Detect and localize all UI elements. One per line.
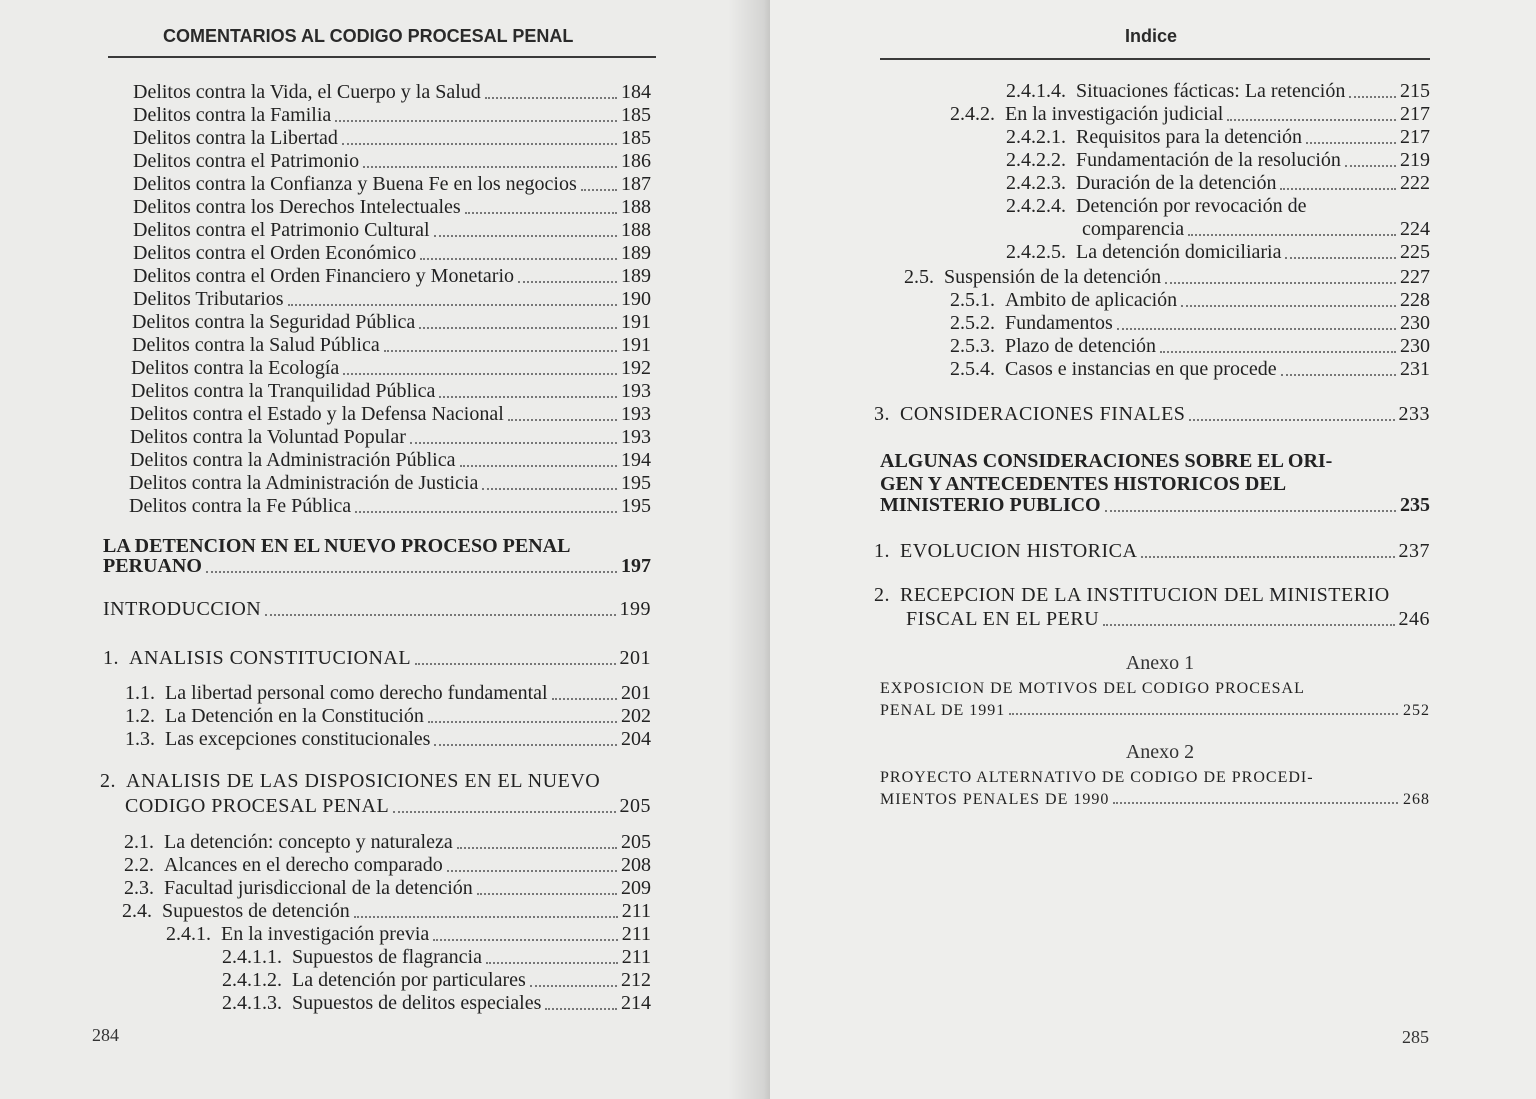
- leader-dots: [1103, 624, 1394, 626]
- leader-dots: [552, 698, 617, 700]
- leader-dots: [1181, 305, 1396, 307]
- leader-dots: [342, 143, 617, 145]
- toc-page: 235: [1400, 494, 1430, 516]
- toc-number: 2.: [874, 584, 890, 606]
- toc-number: 2.4.2.3.: [1006, 172, 1066, 194]
- leader-dots: [433, 939, 617, 941]
- toc-page: 184: [621, 81, 651, 103]
- toc-label: Delitos contra la Libertad: [133, 127, 338, 149]
- toc-page: 208: [621, 854, 651, 876]
- chapter-row: [880, 493, 1430, 517]
- toc-page: 185: [621, 127, 651, 149]
- toc-row: [133, 80, 651, 104]
- toc-page: 189: [621, 242, 651, 264]
- toc-number: 2.4.1.: [166, 923, 211, 945]
- toc-label: Requisitos para la detención: [1076, 126, 1303, 148]
- leader-dots: [428, 721, 617, 723]
- toc-label: Delitos contra el Patrimonio: [133, 150, 360, 172]
- leader-dots: [1227, 119, 1396, 121]
- toc-number: 2.4.1.2.: [222, 969, 282, 991]
- toc-row: [124, 830, 651, 854]
- leader-dots: [384, 350, 617, 352]
- toc-row: [1006, 171, 1430, 195]
- toc-page: 193: [621, 380, 651, 402]
- toc-number: 2.3.: [124, 877, 154, 899]
- toc-row: [125, 704, 651, 728]
- toc-label: Detención por revocación de: [1076, 195, 1307, 217]
- toc-page: 214: [621, 992, 651, 1014]
- toc-number: 2.4.1.1.: [222, 946, 282, 968]
- leader-dots: [1280, 188, 1396, 190]
- leader-dots: [363, 166, 617, 168]
- running-head-right: Indice: [1125, 26, 1178, 46]
- toc-row: [222, 945, 651, 969]
- leader-dots: [265, 614, 615, 616]
- toc-number: 2.4.1.3.: [222, 992, 282, 1014]
- page-number-right: 285: [1402, 1027, 1429, 1047]
- toc-row: [1006, 79, 1430, 103]
- toc-label: Facultad jurisdiccional de la detención: [164, 877, 473, 899]
- toc-row: [904, 265, 1430, 289]
- toc-page: 188: [621, 196, 651, 218]
- toc-page: 230: [1400, 335, 1430, 357]
- leader-dots: [1105, 510, 1396, 512]
- toc-page: 222: [1400, 172, 1430, 194]
- toc-label: Delitos contra la Administración de Justicia: [129, 472, 479, 494]
- section-row: [874, 402, 1430, 426]
- leader-dots: [1349, 96, 1396, 98]
- toc-row: [222, 991, 651, 1015]
- toc-page: 190: [621, 288, 651, 310]
- leader-dots: [447, 870, 617, 872]
- chapter-title-line: LA DETENCION EN EL NUEVO PROCESO PENAL: [103, 535, 571, 557]
- toc-page: 191: [621, 311, 651, 333]
- toc-label: EVOLUCION HISTORICA: [900, 540, 1138, 562]
- toc-label: Delitos contra la Tranquilidad Pública: [131, 380, 436, 402]
- leader-dots: [1281, 374, 1396, 376]
- leader-dots: [434, 235, 617, 237]
- toc-label: Delitos contra la Salud Pública: [132, 334, 380, 356]
- toc-row: [130, 402, 651, 426]
- toc-row: [129, 494, 651, 518]
- leader-dots: [465, 212, 617, 214]
- toc-label: MIENTOS PENALES DE 1990: [880, 791, 1110, 808]
- toc-label: Ambito de aplicación: [1005, 289, 1178, 311]
- toc-row: [880, 696, 1430, 720]
- toc-page: 201: [619, 647, 651, 669]
- toc-page: 186: [621, 150, 651, 172]
- toc-page: 191: [621, 334, 651, 356]
- toc-page: 194: [621, 449, 651, 471]
- chapter-row: [103, 554, 651, 578]
- toc-label: Alcances en el derecho comparado: [164, 854, 443, 876]
- toc-row: [133, 218, 651, 242]
- toc-page: 188: [621, 219, 651, 241]
- page-number-left: 284: [92, 1025, 119, 1045]
- toc-row: [131, 356, 651, 380]
- toc-page: 212: [621, 969, 651, 991]
- toc-number: 2.4.2.5.: [1006, 241, 1066, 263]
- leader-dots: [288, 304, 617, 306]
- toc-row: [1006, 148, 1430, 172]
- leader-dots: [439, 396, 617, 398]
- toc-row: [166, 922, 651, 946]
- toc-row: [880, 763, 1430, 787]
- toc-page: 219: [1400, 149, 1430, 171]
- toc-label: Supuestos de flagrancia: [292, 946, 482, 968]
- toc-label: Delitos contra la Administración Pública: [130, 449, 456, 471]
- toc-row: [1006, 240, 1430, 264]
- leader-dots: [518, 281, 617, 283]
- toc-row: [132, 310, 651, 334]
- toc-row: [133, 264, 651, 288]
- toc-page: 195: [621, 495, 651, 517]
- toc-row: [130, 448, 651, 472]
- chapter-title-line: PERUANO: [103, 555, 202, 577]
- toc-label: FISCAL EN EL PERU: [906, 608, 1100, 630]
- toc-number: 2.5.4.: [950, 358, 995, 380]
- toc-label: Las excepciones constitucionales: [165, 728, 431, 750]
- toc-row: [131, 379, 651, 403]
- toc-label: Plazo de detención: [1005, 335, 1157, 357]
- leader-dots: [206, 571, 617, 573]
- toc-number: 2.4.2.4.: [1006, 195, 1066, 217]
- toc-page: 268: [1403, 791, 1430, 808]
- leader-dots: [393, 811, 615, 813]
- leader-dots: [1009, 713, 1398, 715]
- toc-label: Delitos contra los Derechos Intelectuales: [133, 196, 461, 218]
- leader-dots: [530, 985, 617, 987]
- toc-page: 211: [621, 923, 651, 945]
- section-row: [874, 583, 1430, 607]
- toc-label: Delitos contra la Familia: [133, 104, 332, 126]
- toc-number: 2.5.: [904, 266, 934, 288]
- toc-row: [132, 333, 651, 357]
- toc-label: Delitos contra el Estado y la Defensa Nacional: [130, 403, 504, 425]
- toc-row: [950, 357, 1430, 381]
- toc-row: [1082, 217, 1430, 241]
- toc-row: [122, 899, 651, 923]
- toc-number: 2.5.3.: [950, 335, 995, 357]
- toc-number: 1.1.: [125, 682, 155, 704]
- toc-page: 205: [619, 795, 651, 817]
- anexo-title: Anexo 2: [1125, 741, 1195, 763]
- toc-number: 1.: [103, 647, 119, 669]
- toc-number: 2.4.1.4.: [1006, 80, 1066, 102]
- toc-page: 224: [1400, 218, 1430, 240]
- toc-row: [133, 287, 651, 311]
- toc-label: Delitos contra la Vida, el Cuerpo y la Salud: [133, 81, 481, 103]
- toc-number: 2.2.: [124, 854, 154, 876]
- leader-dots: [482, 488, 617, 490]
- toc-page: 205: [621, 831, 651, 853]
- section-row: [103, 646, 651, 670]
- toc-page: 217: [1400, 126, 1430, 148]
- leader-dots: [457, 847, 617, 849]
- toc-page: 189: [621, 265, 651, 287]
- toc-page: 193: [621, 426, 651, 448]
- toc-page: 202: [621, 705, 651, 727]
- leader-dots: [420, 258, 617, 260]
- toc-page: 233: [1398, 403, 1430, 425]
- toc-label: Supuestos de delitos especiales: [292, 992, 542, 1014]
- toc-page: 215: [1400, 80, 1430, 102]
- leader-dots: [343, 373, 617, 375]
- toc-label: Fundamentación de la resolución: [1076, 149, 1341, 171]
- toc-label: La Detención en la Constitución: [165, 705, 424, 727]
- toc-page: 231: [1400, 358, 1430, 380]
- section-row: [125, 794, 651, 818]
- toc-page: 204: [621, 728, 651, 750]
- intro-row: [103, 597, 651, 621]
- leader-dots: [354, 916, 618, 918]
- toc-row: [133, 149, 651, 173]
- toc-label: ANALISIS DE LAS DISPOSICIONES EN EL NUEVO: [126, 770, 601, 792]
- leader-dots: [1117, 328, 1396, 330]
- toc-row: [125, 727, 651, 751]
- toc-label: En la investigación judicial: [1005, 103, 1224, 125]
- toc-label: La detención: concepto y naturaleza: [164, 831, 453, 853]
- toc-number: 2.4.: [122, 900, 152, 922]
- toc-number: 1.: [874, 540, 890, 562]
- toc-page: 185: [621, 104, 651, 126]
- toc-row: [125, 681, 651, 705]
- chapter-title-line: GEN Y ANTECEDENTES HISTORICOS DEL: [880, 473, 1287, 495]
- leader-dots: [1285, 257, 1396, 259]
- toc-label: EXPOSICION DE MOTIVOS DEL CODIGO PROCESAL: [880, 680, 1305, 697]
- toc-label: PROYECTO ALTERNATIVO DE CODIGO DE PROCEDI-: [880, 769, 1314, 786]
- toc-label: Delitos contra el Orden Económico: [133, 242, 417, 264]
- toc-label: RECEPCION DE LA INSTITUCION DEL MINISTERIO: [900, 584, 1390, 606]
- toc-number: 2.5.1.: [950, 289, 995, 311]
- toc-label: ANALISIS CONSTITUCIONAL: [129, 647, 412, 669]
- leader-dots: [581, 189, 617, 191]
- leader-dots: [1141, 556, 1394, 558]
- toc-row: [950, 288, 1430, 312]
- toc-label: Delitos contra el Orden Financiero y Monetario: [133, 265, 514, 287]
- toc-label: Situaciones fácticas: La retención: [1076, 80, 1346, 102]
- toc-label: comparencia: [1082, 218, 1185, 240]
- toc-page: 227: [1400, 266, 1430, 288]
- toc-label: Delitos contra la Confianza y Buena Fe en los negocios: [133, 173, 577, 195]
- header-rule: [108, 56, 656, 58]
- leader-dots: [1160, 351, 1396, 353]
- toc-row: [129, 471, 651, 495]
- chapter-title-line: ALGUNAS CONSIDERACIONES SOBRE EL ORI-: [880, 450, 1333, 472]
- leader-dots: [1188, 234, 1396, 236]
- toc-page: 246: [1398, 608, 1430, 630]
- toc-label: Delitos contra la Voluntad Popular: [130, 426, 406, 448]
- leader-dots: [415, 663, 615, 665]
- toc-row: [880, 785, 1430, 809]
- toc-number: 1.2.: [125, 705, 155, 727]
- toc-row: [133, 241, 651, 265]
- toc-row: [133, 172, 651, 196]
- toc-row: [950, 334, 1430, 358]
- leader-dots: [410, 442, 617, 444]
- toc-page: 209: [621, 877, 651, 899]
- leader-dots: [335, 120, 617, 122]
- toc-page: 193: [621, 403, 651, 425]
- toc-row: [133, 126, 651, 150]
- toc-number: 2.: [100, 770, 116, 792]
- toc-label: PENAL DE 1991: [880, 702, 1006, 719]
- leader-dots: [486, 962, 618, 964]
- right-page: [770, 0, 1536, 1099]
- leader-dots: [1306, 142, 1396, 144]
- toc-page: 211: [621, 946, 651, 968]
- toc-number: 2.5.2.: [950, 312, 995, 334]
- toc-row: [950, 102, 1430, 126]
- toc-label: Casos e instancias en que procede: [1005, 358, 1277, 380]
- toc-page: 237: [1398, 540, 1430, 562]
- toc-page: 192: [621, 357, 651, 379]
- leader-dots: [485, 97, 617, 99]
- toc-label: INTRODUCCION: [103, 598, 262, 620]
- leader-dots: [460, 465, 618, 467]
- toc-row: [124, 876, 651, 900]
- toc-label: Delitos contra la Ecología: [131, 357, 340, 379]
- header-rule: [880, 58, 1430, 60]
- toc-row: [133, 103, 651, 127]
- leader-dots: [545, 1008, 617, 1010]
- toc-number: 3.: [874, 403, 890, 425]
- leader-dots: [1113, 802, 1398, 804]
- toc-page: 199: [619, 598, 651, 620]
- toc-label: Delitos contra la Fe Pública: [129, 495, 352, 517]
- leader-dots: [1189, 419, 1394, 421]
- toc-number: 2.1.: [124, 831, 154, 853]
- toc-row: [222, 968, 651, 992]
- toc-page: 187: [621, 173, 651, 195]
- toc-label: Supuestos de detención: [162, 900, 350, 922]
- section-row: [874, 539, 1430, 563]
- leader-dots: [419, 327, 617, 329]
- toc-page: 217: [1400, 103, 1430, 125]
- leader-dots: [434, 744, 617, 746]
- toc-number: 2.4.2.: [950, 103, 995, 125]
- toc-row: [950, 311, 1430, 335]
- toc-number: 1.3.: [125, 728, 155, 750]
- toc-label: Fundamentos: [1005, 312, 1113, 334]
- toc-label: CONSIDERACIONES FINALES: [900, 403, 1186, 425]
- toc-row: [133, 195, 651, 219]
- toc-page: 201: [621, 682, 651, 704]
- anexo-title: Anexo 1: [1125, 652, 1195, 674]
- chapter-title: [880, 450, 1430, 496]
- toc-label: La libertad personal como derecho fundamental: [165, 682, 548, 704]
- leader-dots: [355, 511, 617, 513]
- toc-row: [1006, 194, 1430, 218]
- toc-label: En la investigación previa: [221, 923, 430, 945]
- toc-row: [130, 425, 651, 449]
- toc-row: [1006, 125, 1430, 149]
- toc-label: La detención por particulares: [292, 969, 526, 991]
- toc-page: 225: [1400, 241, 1430, 263]
- toc-label: La detención domiciliaria: [1076, 241, 1282, 263]
- toc-row: [880, 674, 1430, 698]
- toc-number: 2.4.2.2.: [1006, 149, 1066, 171]
- leader-dots: [1345, 165, 1396, 167]
- leader-dots: [508, 419, 617, 421]
- toc-page: 252: [1403, 702, 1430, 719]
- toc-label: CODIGO PROCESAL PENAL: [125, 795, 390, 817]
- running-head-left: COMENTARIOS AL CODIGO PROCESAL PENAL: [163, 26, 574, 46]
- toc-label: Suspensión de la detención: [944, 266, 1162, 288]
- chapter-title-line: MINISTERIO PUBLICO: [880, 494, 1101, 516]
- toc-label: Delitos contra la Seguridad Pública: [132, 311, 416, 333]
- toc-label: Delitos contra el Patrimonio Cultural: [133, 219, 430, 241]
- section-row: [906, 607, 1430, 631]
- toc-number: 2.4.2.1.: [1006, 126, 1066, 148]
- toc-page: 228: [1400, 289, 1430, 311]
- toc-label: Duración de la detención: [1076, 172, 1277, 194]
- toc-page: 230: [1400, 312, 1430, 334]
- toc-label: Delitos Tributarios: [133, 288, 284, 310]
- toc-page: 195: [621, 472, 651, 494]
- toc-page: 211: [621, 900, 651, 922]
- section-row: [100, 769, 651, 793]
- toc-row: [124, 853, 651, 877]
- leader-dots: [1165, 282, 1396, 284]
- toc-page: 197: [621, 555, 651, 577]
- leader-dots: [477, 893, 617, 895]
